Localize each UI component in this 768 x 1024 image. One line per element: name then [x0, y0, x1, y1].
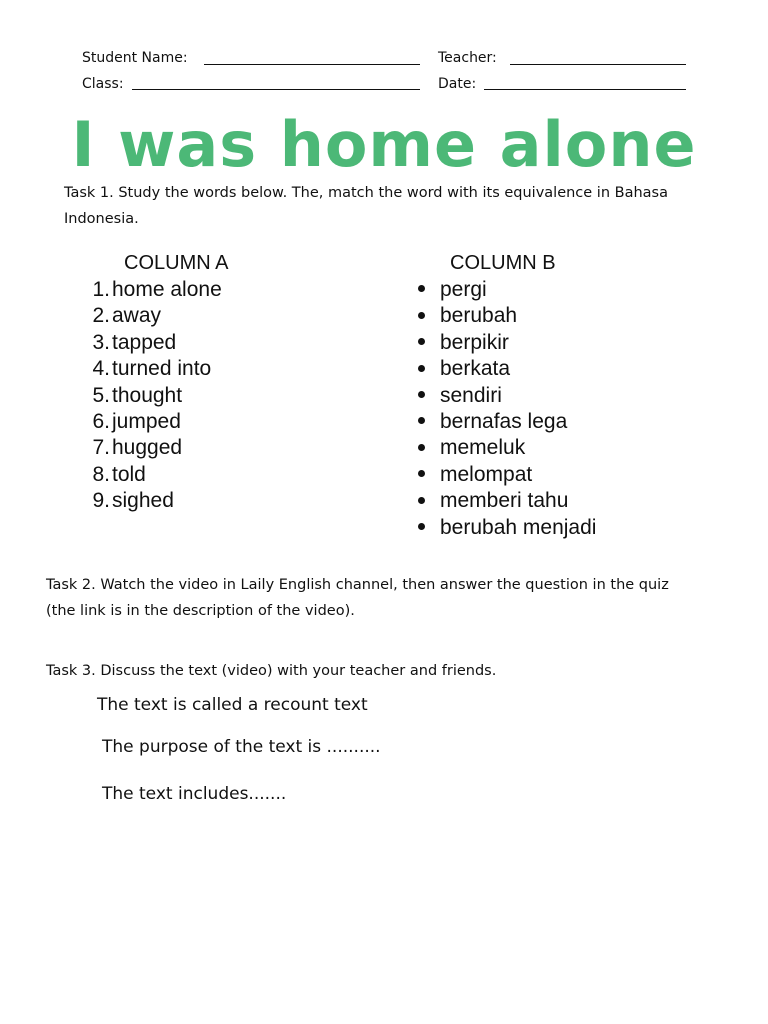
column-a-item: [90, 462, 222, 488]
column-a-item: [90, 277, 222, 303]
column-a-item: [90, 488, 222, 514]
column-a-item-text: turned into: [112, 357, 212, 381]
column-b-item-text: melompat: [440, 462, 533, 486]
column-b-item: [418, 409, 596, 435]
column-a-item-text: jumped: [112, 409, 181, 433]
column-a-item-number: 9.: [92, 489, 110, 513]
column-a-heading: COLUMN A: [124, 252, 229, 274]
column-b-item: [418, 383, 596, 409]
student-name-label: Student Name:: [82, 50, 188, 66]
column-a-item-text: tapped: [112, 330, 177, 354]
column-a-item-text: away: [112, 304, 162, 328]
column-a-item-number: 4.: [92, 357, 110, 381]
teacher-label: Teacher:: [438, 50, 497, 66]
column-a-item: [90, 435, 222, 461]
column-a-list: [90, 277, 222, 515]
date-field[interactable]: [484, 89, 686, 90]
column-a-item: [90, 303, 222, 329]
column-a-item: [90, 383, 222, 409]
column-b-item: [418, 303, 596, 329]
column-b-item: [418, 277, 596, 303]
column-a-item-number: 2.: [92, 304, 110, 328]
column-b-heading: COLUMN B: [450, 252, 556, 274]
column-b-item: [418, 435, 596, 461]
column-a-item: [90, 409, 222, 435]
column-a-item-number: 8.: [92, 462, 110, 486]
column-b-item-text: berpikir: [440, 330, 509, 354]
bullet-icon: [418, 365, 425, 372]
column-b-item-text: memeluk: [440, 436, 526, 460]
column-a-item-number: 7.: [92, 436, 110, 460]
column-b-item-text: berubah: [440, 304, 518, 328]
task3-line2: The purpose of the text is ..........: [102, 737, 381, 757]
class-label: Class:: [82, 76, 124, 92]
teacher-field[interactable]: [510, 64, 686, 65]
column-a-item-text: sighed: [112, 489, 174, 513]
bullet-icon: [418, 312, 425, 319]
column-a-item-text: told: [112, 462, 146, 486]
column-b-item-text: memberi tahu: [440, 489, 569, 513]
class-field[interactable]: [132, 89, 420, 90]
column-b-item-text: sendiri: [440, 383, 502, 407]
column-a-item: [90, 330, 222, 356]
column-a-item-number: 3.: [92, 330, 110, 354]
task2-instructions: [46, 572, 736, 624]
column-a-item-number: 5.: [92, 383, 110, 407]
task1-line2: Indonesia.: [64, 211, 139, 227]
task3-heading: Task 3. Discuss the text (video) with your teacher and friends.: [46, 663, 497, 679]
column-b-item: [418, 356, 596, 382]
column-b-item-text: bernafas lega: [440, 409, 568, 433]
bullet-icon: [418, 444, 425, 451]
column-a-item-text: hugged: [112, 436, 183, 460]
date-label: Date:: [438, 76, 477, 92]
task2-line2: (the link is in the description of the video).: [46, 603, 355, 619]
column-b-item-text: pergi: [440, 278, 487, 301]
column-a-item-number: 6.: [92, 409, 110, 433]
bullet-icon: [418, 338, 425, 345]
task1-instructions: [64, 180, 744, 232]
column-b-list: [418, 277, 596, 541]
task3-line3: The text includes.......: [102, 784, 287, 804]
column-a-item-number: 1.: [92, 278, 110, 301]
column-b-item: [418, 488, 596, 514]
bullet-icon: [418, 391, 425, 398]
column-b-item-text: berubah menjadi: [440, 515, 597, 539]
page-title: I was home alone: [71, 108, 697, 181]
column-a-item-text: thought: [112, 383, 183, 407]
bullet-icon: [418, 285, 425, 292]
bullet-icon: [418, 497, 425, 504]
column-b-item: [418, 515, 596, 541]
column-a-item-text: home alone: [112, 278, 222, 301]
task3-line1: The text is called a recount text: [97, 695, 368, 715]
column-b-item-text: berkata: [440, 357, 511, 381]
column-a-item: [90, 356, 222, 382]
student-name-field[interactable]: [204, 64, 420, 65]
task1-line1: Task 1. Study the words below. The, match the word with its equivalence in Bahasa: [64, 185, 668, 201]
task2-line1: Task 2. Watch the video in Laily English channel, then answer the question in the quiz: [46, 577, 669, 593]
bullet-icon: [418, 470, 425, 477]
column-b-item: [418, 330, 596, 356]
bullet-icon: [418, 523, 425, 530]
column-b-item: [418, 462, 596, 488]
bullet-icon: [418, 417, 425, 424]
